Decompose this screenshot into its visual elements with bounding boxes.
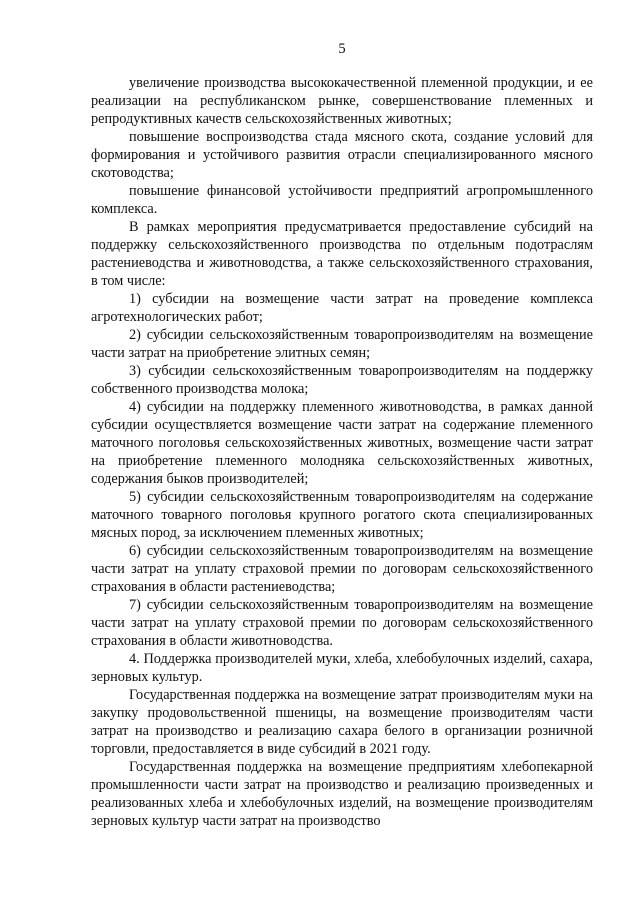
list-item-7-livestock-insurance: 7) субсидии сельскохозяйственным товаропроизводителям на возмещение части затрат на уплату страховой премии по договорам сельскохозяйственного страхования в области животноводства. [91, 597, 593, 649]
paragraph-flour-sugar-support: Государственная поддержка на возмещение затрат производителям муки на закупку продовольственной пшеницы, на возмещение производителям части затрат на производство и реализацию сахара белого в организации розничной торговли, предоставляется в виде субсидий в 2021 году. [91, 687, 593, 757]
list-item-1-agrotech: 1) субсидии на возмещение части затрат на проведение комплекса агротехнологических работ; [91, 291, 593, 325]
list-item-5-cattle: 5) субсидии сельскохозяйственным товаропроизводителям на содержание маточного товарного поголовья крупного рогатого скота специализированных мясных пород, за исключением племенных животных; [91, 489, 593, 541]
section-heading-4: 4. Поддержка производителей муки, хлеба, хлебобулочных изделий, сахара, зерновых культур. [91, 651, 593, 685]
list-item-4-breeding: 4) субсидии на поддержку племенного животноводства, в рамках данной субсидии осуществляется возмещение части затрат на содержание племенного маточного поголовья сельскохозяйственных животных, возмещение части затрат на приобретение племенного молодняка сельскохозяйственных животных, содержания быков производителей; [91, 399, 593, 487]
paragraph-bakery-support: Государственная поддержка на возмещение предприятиям хлебопекарной промышленности части затрат на производство и реализацию произведенных и реализованных хлеба и хлебобулочных изделий, на возмещение производителям зерновых культур части затрат на производство [91, 759, 593, 829]
paragraph-beef-herd: повышение воспроизводства стада мясного скота, создание условий для формирования и устойчивого развития отрасли специализированного мясного скотоводства; [91, 129, 593, 181]
page-number: 5 [338, 41, 346, 57]
list-item-6-crop-insurance: 6) субсидии сельскохозяйственным товаропроизводителям на возмещение части затрат на уплату страховой премии по договорам сельскохозяйственного страхования в области растениеводства; [91, 543, 593, 595]
paragraph-breeding-production: увеличение производства высококачественной племенной продукции, и ее реализации на республиканском рынке, совершенствование племенных и репродуктивных качеств сельскохозяйственных животных; [91, 75, 593, 127]
list-item-3-milk: 3) субсидии сельскохозяйственным товаропроизводителям на поддержку собственного производства молока; [91, 363, 593, 397]
paragraph-subsidies-intro: В рамках мероприятия предусматривается предоставление субсидий на поддержку сельскохозяйственного производства по отдельным подотраслям растениеводства и животноводства, а также сельскохозяйственного страхования, в том числе: [91, 219, 593, 289]
list-item-2-elite-seeds: 2) субсидии сельскохозяйственным товаропроизводителям на возмещение части затрат на приобретение элитных семян; [91, 327, 593, 361]
paragraph-financial-stability: повышение финансовой устойчивости предприятий агропромышленного комплекса. [91, 183, 593, 217]
